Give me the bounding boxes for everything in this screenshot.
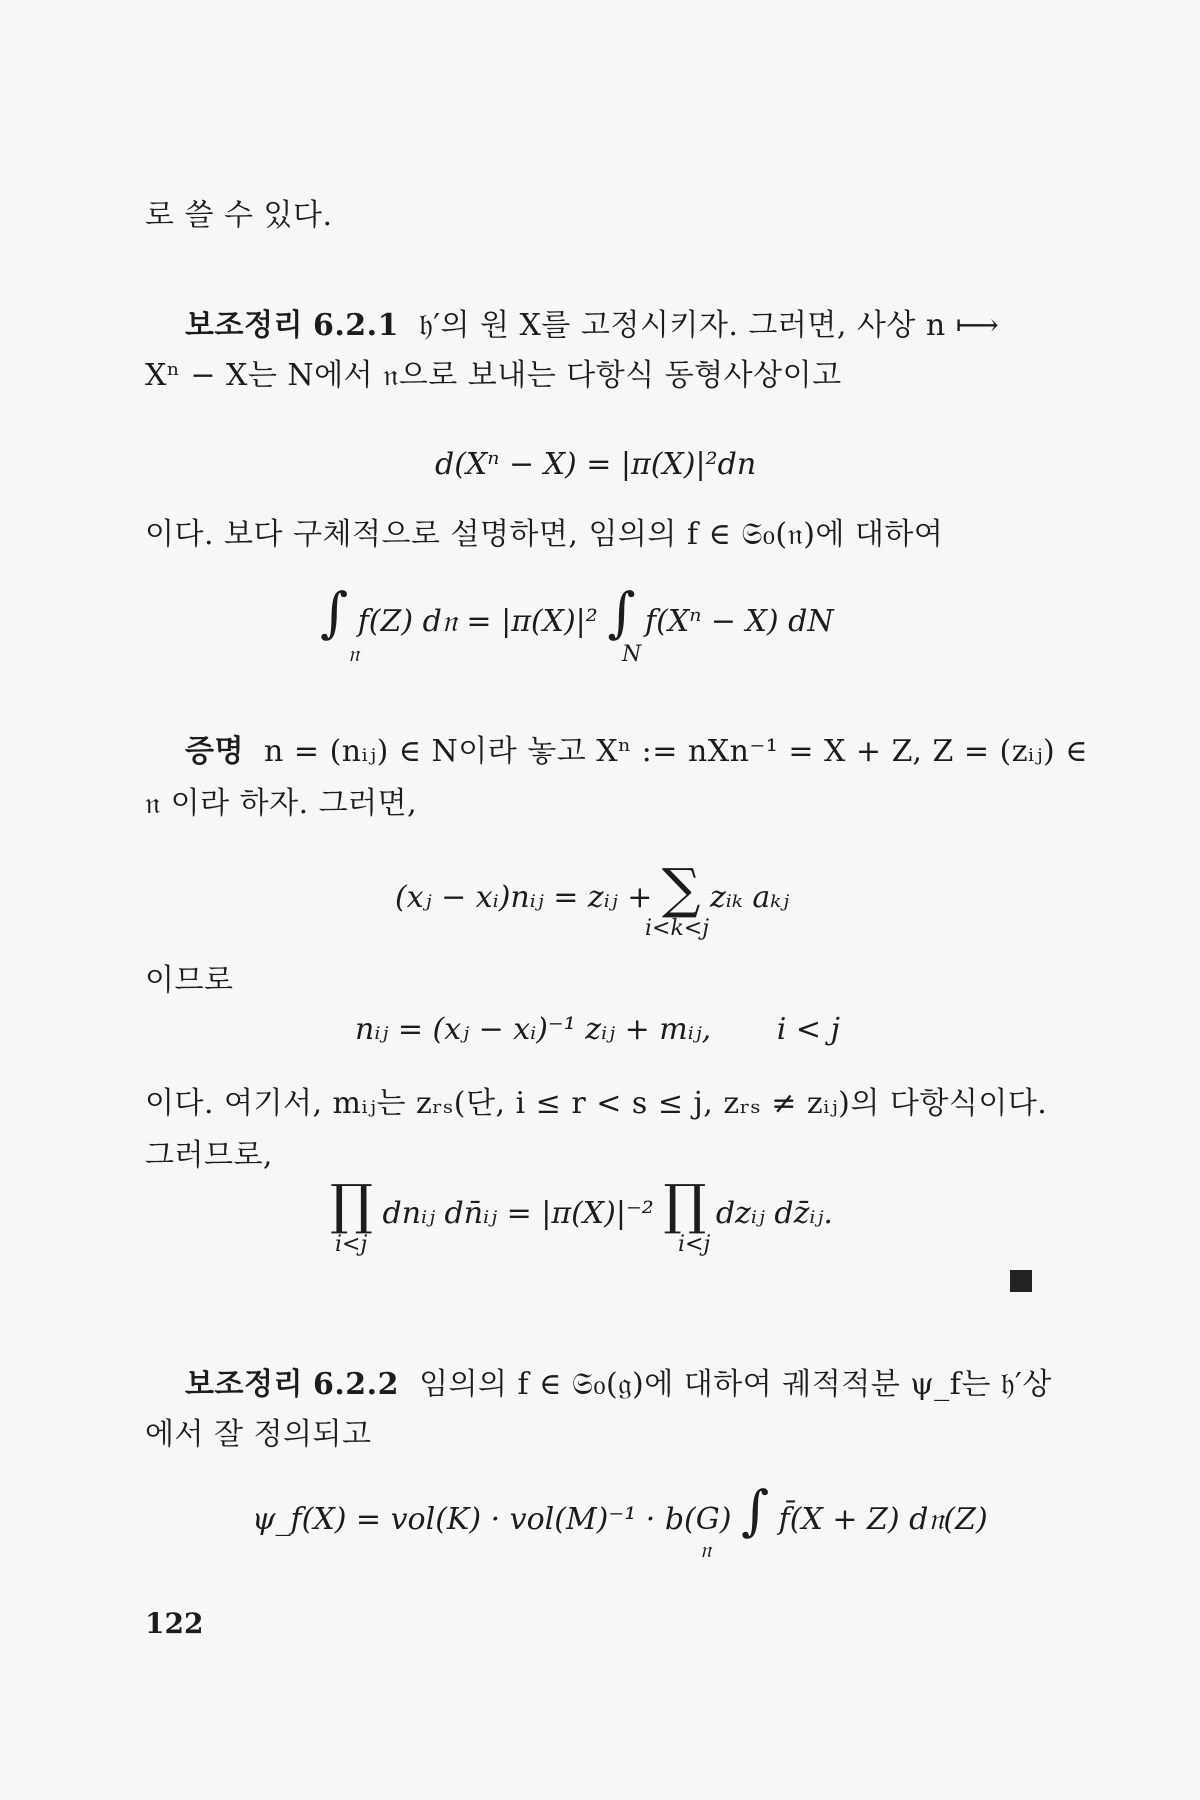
proof-line-1: n = (nᵢⱼ) ∈ N이라 놓고 Xⁿ := nXn⁻¹ = X + Z, Z = (zᵢⱼ) ∈ bbox=[264, 734, 1088, 769]
equation-6 bbox=[252, 1479, 988, 1542]
lemma-2-number: 6.2.2 bbox=[312, 1367, 399, 1402]
equation-5 bbox=[330, 1173, 833, 1236]
product-range-1: i<j bbox=[335, 1232, 368, 1257]
equation-6-right: f̄(X + Z) d𝔫(Z) bbox=[778, 1502, 988, 1537]
equation-4 bbox=[355, 1010, 840, 1050]
lemma-line-2: Xⁿ − X는 N에서 𝔫으로 보내는 다항식 동형사상이고 bbox=[145, 358, 842, 393]
qed-square-icon bbox=[1010, 1270, 1032, 1292]
intro-line: 로 쓸 수 있다. bbox=[145, 198, 333, 233]
integral-sub-1: 𝔫 bbox=[348, 642, 360, 667]
equation-3-left: (xⱼ − xᵢ)nᵢⱼ = zᵢⱼ + bbox=[395, 880, 653, 915]
sum-sign: ∑ bbox=[661, 857, 701, 920]
page-number: 122 bbox=[145, 1607, 204, 1640]
equation-2 bbox=[320, 581, 834, 644]
integral-sign-2: ∫ bbox=[607, 581, 636, 644]
sum-range: i<k<j bbox=[645, 916, 710, 941]
equation-2-middle: f(Z) d𝔫 = |π(X)|² bbox=[357, 604, 598, 639]
lemma-label: 보조정리 bbox=[185, 308, 303, 343]
product-range-2: i<j bbox=[678, 1232, 711, 1257]
equation-3-right: zᵢₖ aₖⱼ bbox=[710, 880, 790, 915]
proof-line-4: 이다. 여기서, mᵢⱼ는 zᵣₛ(단, i ≤ r < s ≤ j, zᵣₛ ≠ zᵢⱼ)의 다항식이다. bbox=[145, 1086, 1048, 1121]
lemma-line-3: 이다. 보다 구체적으로 설명하면, 임의의 f ∈ 𝔖₀(𝔫)에 대하여 bbox=[145, 517, 944, 552]
lemma-2-label: 보조정리 bbox=[185, 1367, 303, 1402]
equation-4-main: nᵢⱼ = (xⱼ − xᵢ)⁻¹ zᵢⱼ + mᵢⱼ, bbox=[355, 1012, 712, 1047]
integral-sign-3: ∫ bbox=[740, 1479, 770, 1542]
proof-heading bbox=[185, 730, 1088, 774]
integral-sign-1: ∫ bbox=[320, 581, 349, 644]
product-sign-1: ∏ bbox=[330, 1173, 373, 1236]
integral-sub-2: N bbox=[622, 642, 642, 667]
proof-line-2: 𝔫 이라 하자. 그러면, bbox=[145, 786, 418, 821]
equation-5-right: dzᵢⱼ dz̄ᵢⱼ. bbox=[715, 1196, 833, 1231]
proof-line-3: 이므로 bbox=[145, 963, 234, 998]
proof-label: 증명 bbox=[185, 734, 244, 769]
lemma-2-line-1: 임의의 f ∈ 𝔖₀(𝔤)에 대하여 궤적적분 ψ_f는 𝔥′상 bbox=[419, 1367, 1052, 1402]
lemma-6-2-2-heading bbox=[185, 1363, 1052, 1407]
equation-3 bbox=[395, 857, 790, 920]
integral-sub-3: 𝔫 bbox=[700, 1538, 712, 1563]
lemma-number: 6.2.1 bbox=[312, 308, 399, 343]
lemma-line-1: 𝔥′의 원 X를 고정시키자. 그러면, 사상 n ⟼ bbox=[419, 308, 1000, 343]
equation-4-condition: i < j bbox=[776, 1012, 840, 1047]
equation-2-right: f(Xⁿ − X) dN bbox=[645, 604, 834, 639]
equation-6-left: ψ_f(X) = vol(K) · vol(M)⁻¹ · b(G) bbox=[252, 1502, 732, 1537]
lemma-6-2-1-heading bbox=[185, 304, 999, 348]
lemma-2-line-2: 에서 잘 정의되고 bbox=[145, 1417, 372, 1452]
product-sign-2: ∏ bbox=[663, 1173, 707, 1236]
equation-1: d(Xⁿ − X) = |π(X)|²dn bbox=[435, 447, 757, 482]
equation-5-middle: dnᵢⱼ dn̄ᵢⱼ = |π(X)|⁻² bbox=[382, 1196, 654, 1231]
proof-line-5: 그러므로, bbox=[145, 1138, 273, 1173]
